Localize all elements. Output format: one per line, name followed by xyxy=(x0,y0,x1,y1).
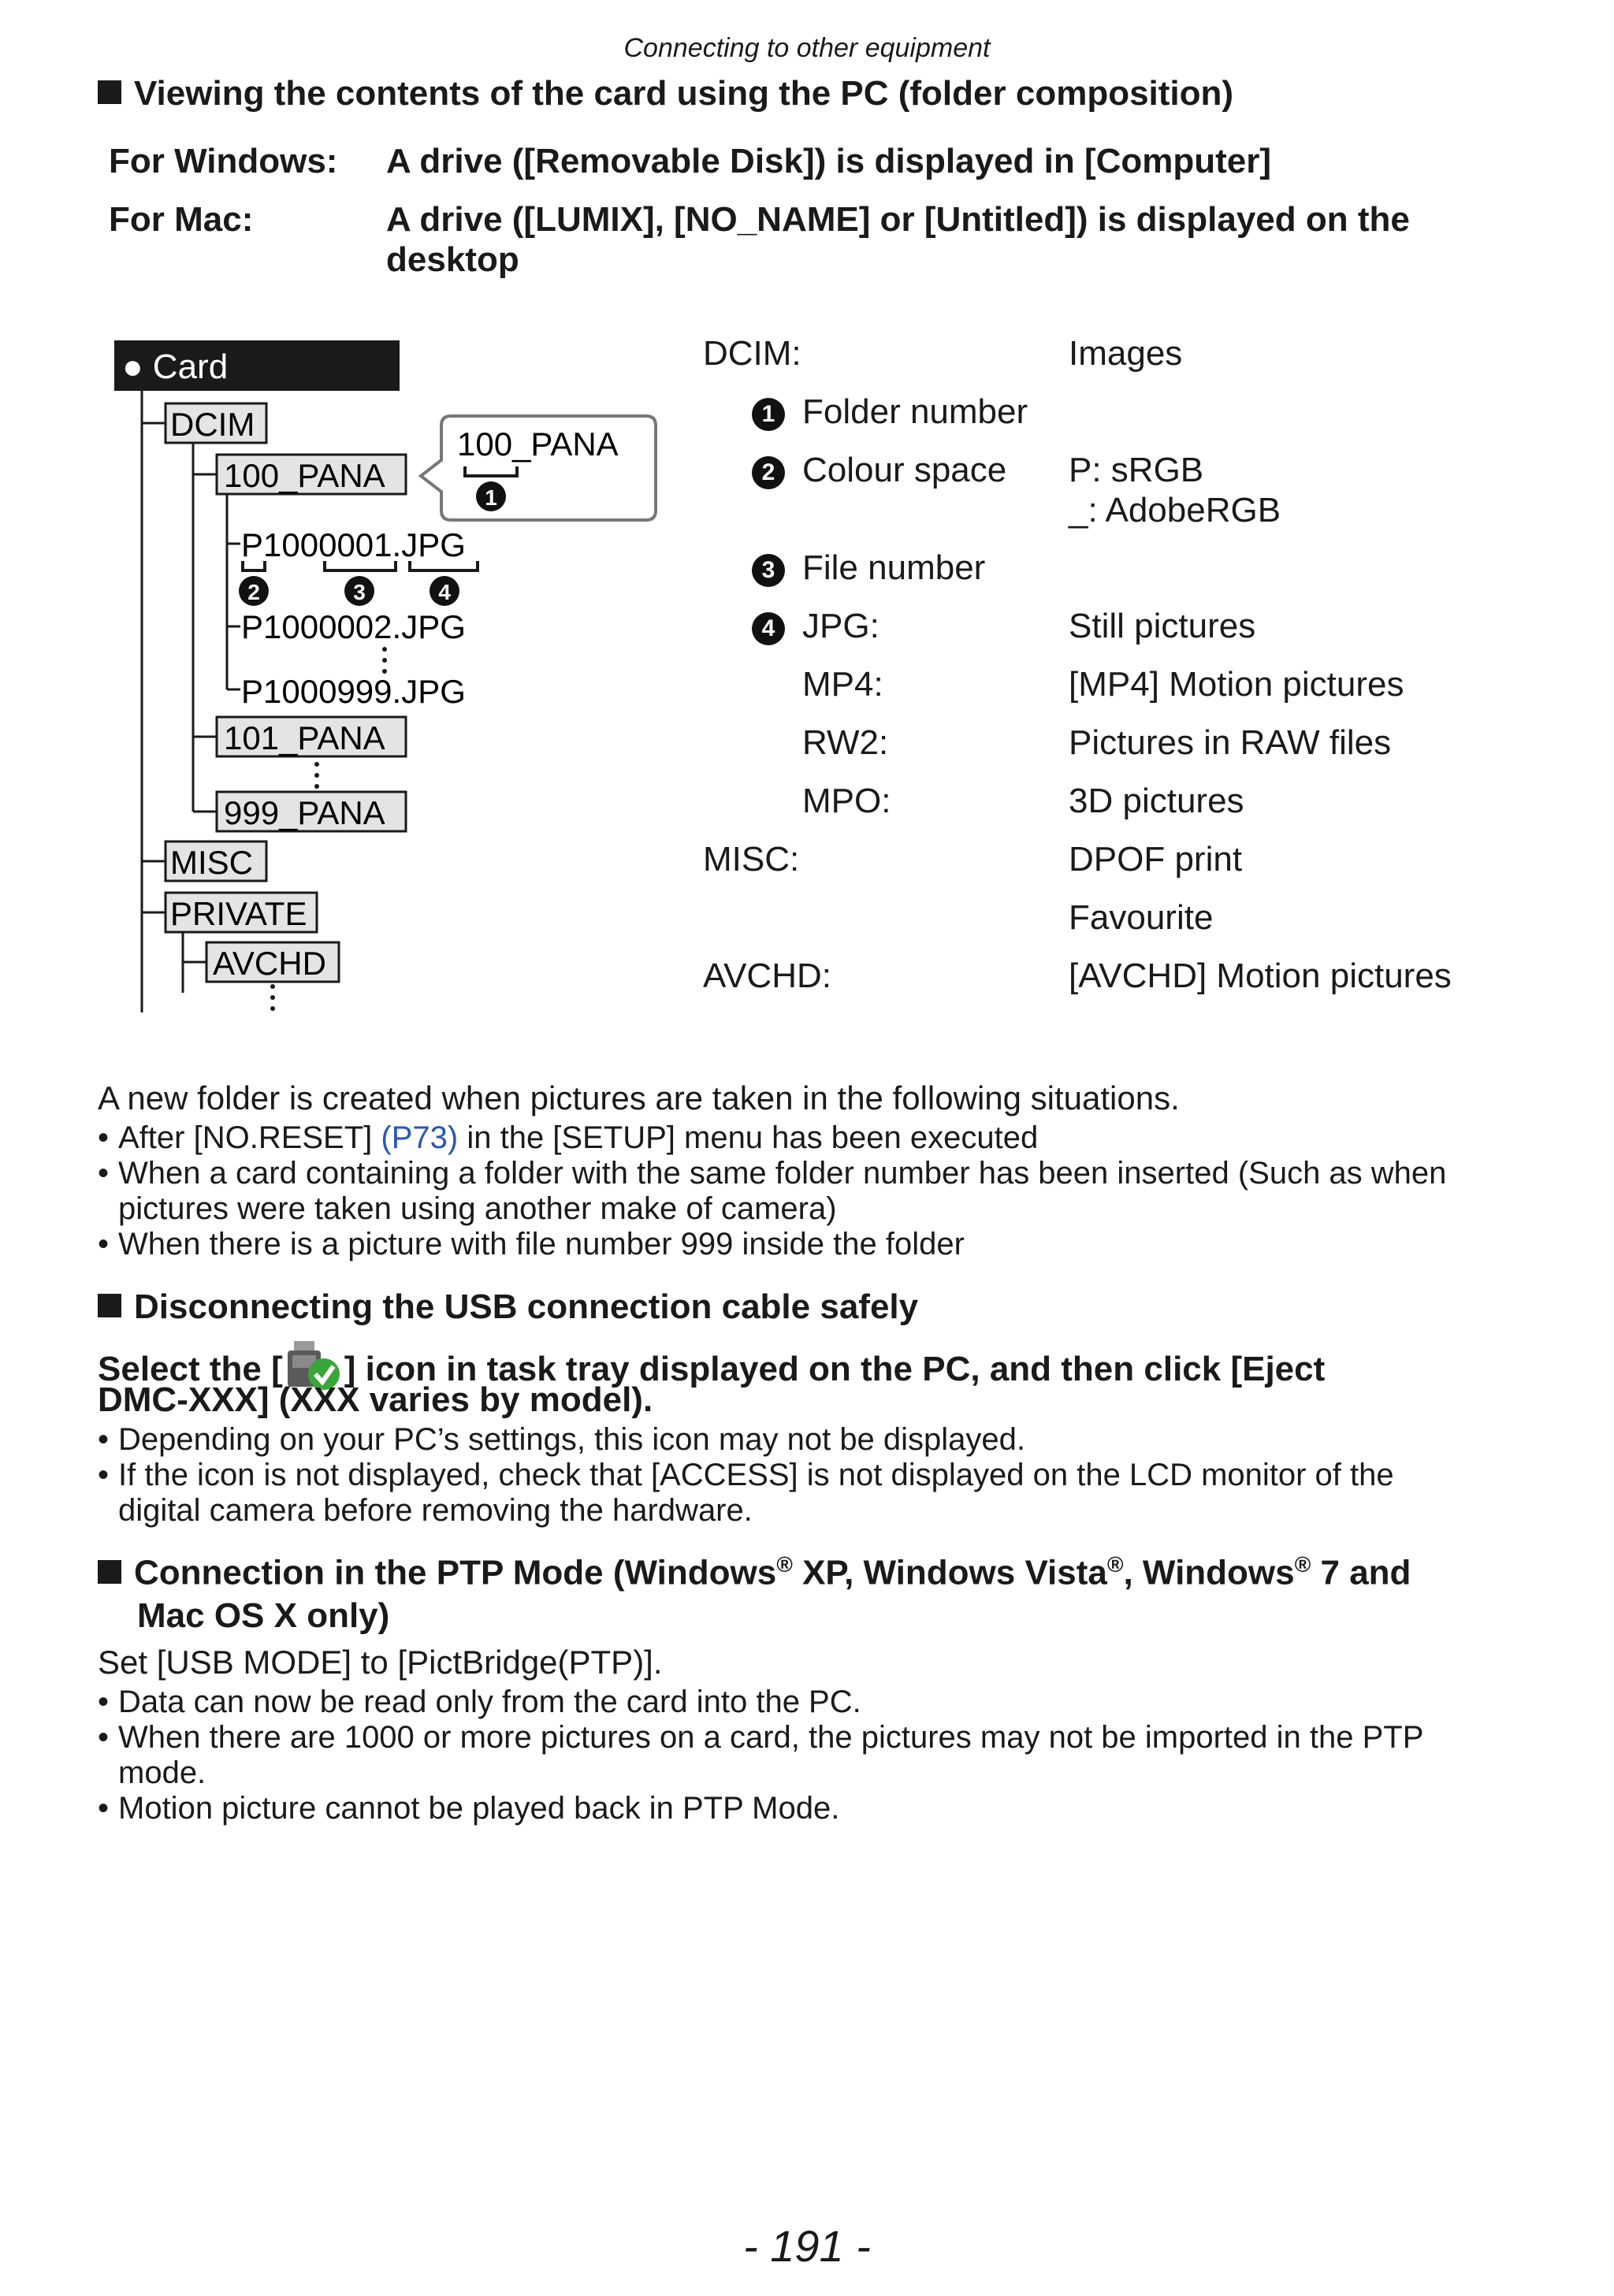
legend-file-number: 3 File number xyxy=(752,548,985,588)
windows-label: For Windows: xyxy=(109,142,338,180)
folder-100: 100_PANA xyxy=(224,457,385,494)
heading-text: Viewing the contents of the card using the PC (folder composition) xyxy=(134,74,1234,113)
legend-mp4: MP4: xyxy=(802,665,883,704)
bullet-read-only: • Data can now be read only from the card into the PC. xyxy=(98,1685,861,1719)
legend-dcim-value: Images xyxy=(1069,334,1183,373)
mac-text-line2: desktop xyxy=(386,240,519,279)
file-number-4-text: 4 xyxy=(438,580,451,604)
ellipsis-folders xyxy=(314,762,319,789)
file-p1000001: P1000001.JPG xyxy=(241,526,466,563)
folder-999: 999_PANA xyxy=(224,794,385,831)
legend-favourite: Favourite xyxy=(1069,898,1214,937)
legend-misc: MISC: xyxy=(703,840,800,879)
link-p73[interactable]: (P73) xyxy=(381,1120,459,1155)
number-4-icon: 4 xyxy=(752,612,785,645)
legend-jpg-value: Still pictures xyxy=(1069,607,1256,645)
legend-rw2-value: Pictures in RAW files xyxy=(1069,723,1392,762)
legend-mpo: MPO: xyxy=(802,782,891,820)
dcim-folder: DCIM xyxy=(170,406,255,443)
callout-label: 100_PANA xyxy=(457,425,619,463)
bullet-1000-pictures: • When there are 1000 or more pictures on a card, the pictures may not be imported in the PTP xyxy=(98,1720,1424,1755)
bullet-file-999: • When there is a picture with file number 999 inside the folder xyxy=(98,1227,965,1261)
mac-text-line1: A drive ([LUMIX], [NO_NAME] or [Untitled]) is displayed on the xyxy=(386,200,1410,239)
folder-tree-diagram xyxy=(0,0,709,1024)
callout-number-1-text: 1 xyxy=(485,485,497,510)
square-bullet-icon xyxy=(98,1560,121,1584)
set-usb-mode: Set [USB MODE] to [PictBridge(PTP)]. xyxy=(98,1644,663,1681)
file-p1000999: P1000999.JPG xyxy=(241,673,466,710)
number-3-icon: 3 xyxy=(752,554,785,587)
file-number-3-text: 3 xyxy=(353,580,366,604)
section-heading-disconnect: Disconnecting the USB connection cable safely xyxy=(98,1287,918,1327)
legend-srgb: P: sRGB xyxy=(1069,451,1204,489)
file-p1000002: P1000002.JPG xyxy=(241,608,466,645)
legend-mp4-value: [MP4] Motion pictures xyxy=(1069,665,1404,704)
ellipsis-files xyxy=(382,647,387,674)
bullet-same-folder-cont: pictures were taken using another make of camera) xyxy=(118,1191,837,1226)
bullet-icon-not-displayed: • Depending on your PC’s settings, this icon may not be displayed. xyxy=(98,1422,1026,1457)
avchd-folder: AVCHD xyxy=(213,945,326,982)
folder-101: 101_PANA xyxy=(224,719,385,756)
select-instruction-line1: Select the [ ] icon in task tray displayed on the PC, and then click [Eject xyxy=(98,1339,1325,1391)
number-1-icon: 1 xyxy=(752,398,785,431)
page-number: - 191 - xyxy=(743,2221,871,2271)
legend-misc-value: DPOF print xyxy=(1069,840,1243,879)
mac-label: For Mac: xyxy=(109,200,254,239)
bullet-1000-pictures-cont: mode. xyxy=(118,1755,206,1790)
legend-mpo-value: 3D pictures xyxy=(1069,782,1244,820)
legend-dcim: DCIM: xyxy=(703,334,801,373)
misc-folder: MISC xyxy=(170,844,253,881)
number-2-icon: 2 xyxy=(752,456,785,489)
card-label: ● Card xyxy=(122,347,229,386)
bullet-no-reset: • After [NO.RESET] (P73) in the [SETUP] menu has been executed xyxy=(98,1120,1039,1155)
legend-avchd-value: [AVCHD] Motion pictures xyxy=(1069,957,1452,995)
ellipsis-avchd xyxy=(270,984,275,1011)
select-instruction-line2: DMC-XXX] (XXX varies by model). xyxy=(98,1380,653,1419)
legend-jpg: 4 JPG: xyxy=(752,607,880,646)
section-heading-ptp: Connection in the PTP Mode (Windows® XP, Windows Vista®, Windows® 7 and xyxy=(98,1552,1411,1593)
bullet-same-folder: • When a card containing a folder with the same folder number has been inserted (Such as when xyxy=(98,1156,1447,1191)
running-header: Connecting to other equipment xyxy=(623,33,991,63)
legend-folder-number: 1 Folder number xyxy=(752,392,1028,432)
bullet-check-access: • If the icon is not displayed, check that [ACCESS] is not displayed on the LCD monitor of the xyxy=(98,1458,1394,1492)
windows-text: A drive ([Removable Disk]) is displayed in [Computer] xyxy=(386,142,1272,180)
bullet-motion-picture: • Motion picture cannot be played back in PTP Mode. xyxy=(98,1791,840,1826)
legend-colour-space: 2 Colour space xyxy=(752,451,1006,490)
private-folder: PRIVATE xyxy=(170,895,307,932)
file-number-2-text: 2 xyxy=(247,580,260,604)
bullet-check-access-cont: digital camera before removing the hardware. xyxy=(118,1493,753,1528)
new-folder-intro: A new folder is created when pictures are taken in the following situations. xyxy=(98,1079,1180,1116)
section-heading-ptp-line2: Mac OS X only) xyxy=(137,1596,390,1635)
legend-rw2: RW2: xyxy=(802,723,889,762)
square-bullet-icon xyxy=(98,1294,121,1317)
legend-adobergb: _: AdobeRGB xyxy=(1069,491,1281,529)
legend-avchd: AVCHD: xyxy=(703,957,831,995)
